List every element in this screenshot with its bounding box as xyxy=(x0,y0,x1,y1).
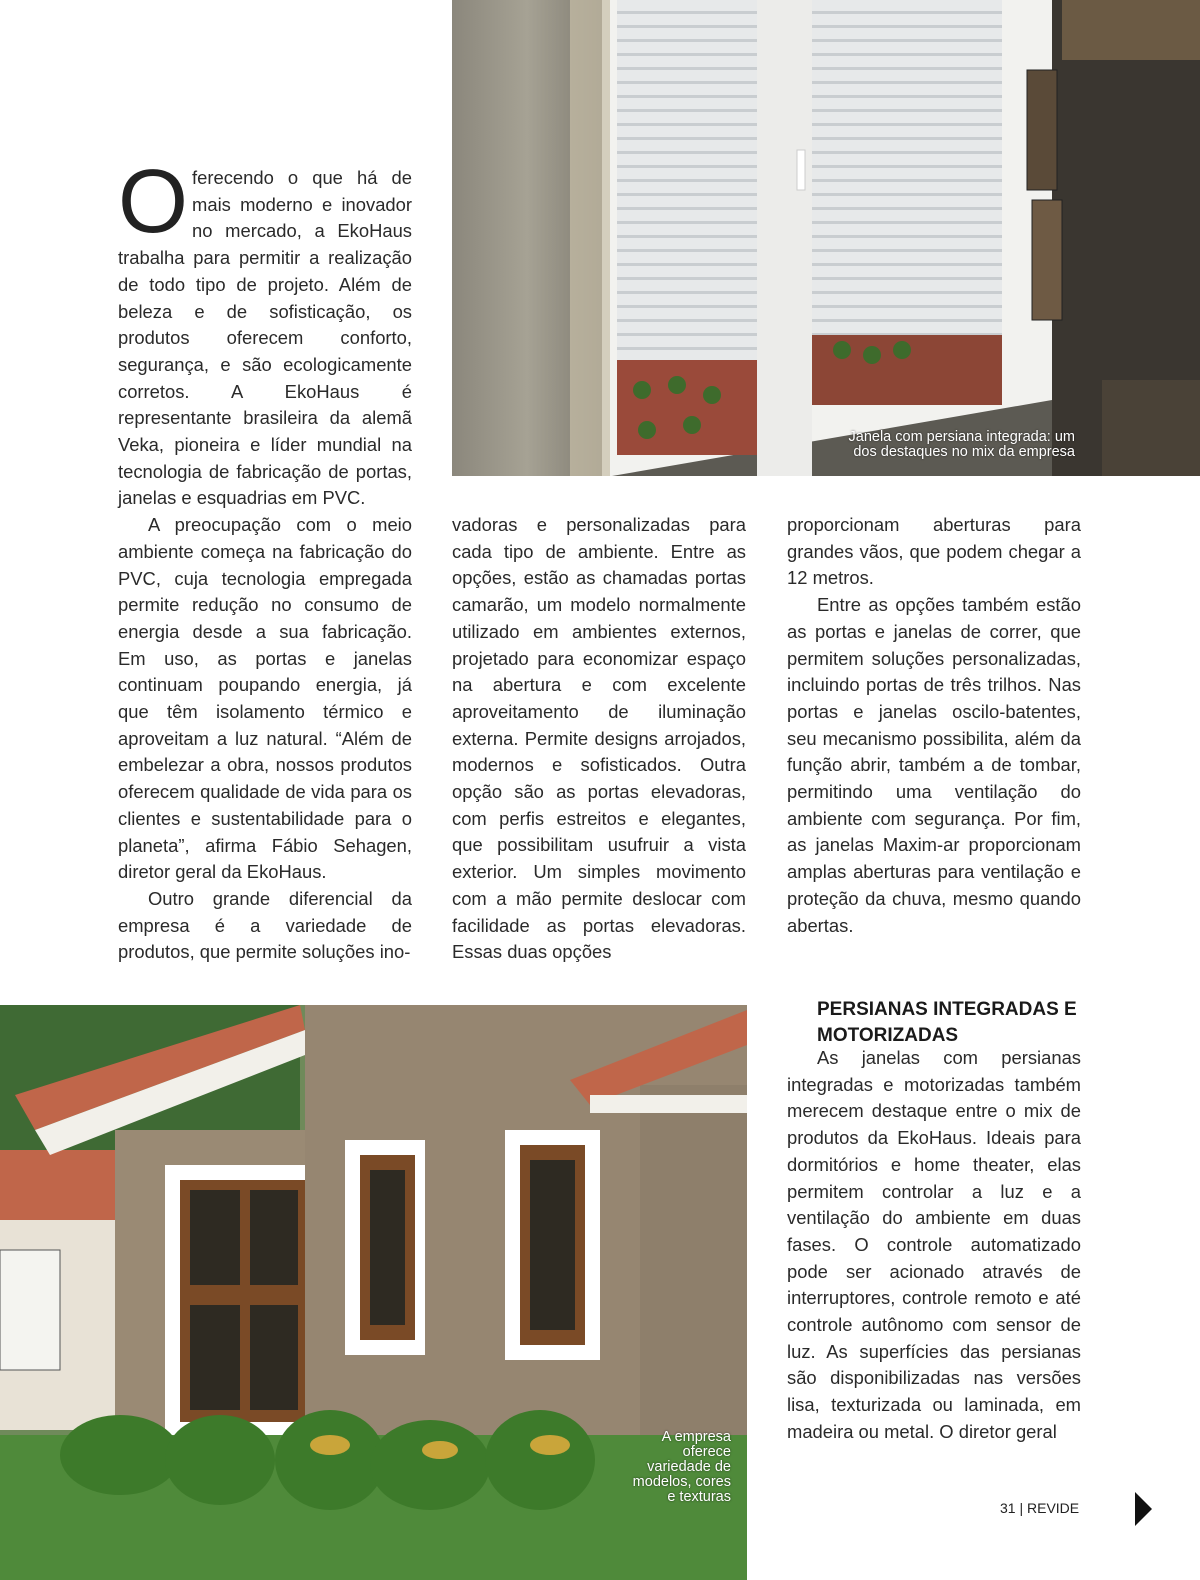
footer-separator: | xyxy=(1019,1500,1024,1516)
caption-line: A empresa xyxy=(661,1429,731,1445)
article-column-1 xyxy=(118,152,412,966)
top-photo-caption xyxy=(849,430,1076,460)
paragraph-text: ferecendo o que há de mais moderno e inovador no mercado, a EkoHaus trabalha para permitir a realização de todo tipo de projeto. Além de beleza e de sofisticação, os produtos oferecem conforto, segurança, e são ecologicamente corretos. A EkoHaus é representante brasileira da alemã Veka, pioneira e líder mundial na tecnologia de fabricação de portas, janelas e esquadrias em PVC. xyxy=(118,167,412,509)
paragraph: vadoras e personalizadas para cada tipo de ambiente. Entre as opções, estão as chamadas portas camarão, um modelo normalmente utilizado em ambientes externos, projetado para economizar espaço na abertura e com excelente aproveitamento de iluminação externa. Permite designs arrojados, modernos e sofisticados. Outra opção são as portas elevadoras, com perfis estreitos e elegantes, que possibilitam usufruir a vista exterior. Um simples movimento com a mão permite deslocar com facilidade as portas elevadoras. Essas duas opções xyxy=(452,514,746,963)
window-blinds-illustration xyxy=(452,0,1200,476)
bottom-photo-caption xyxy=(633,1430,731,1505)
caption-line: modelos, cores xyxy=(632,1474,731,1490)
dropcap: O xyxy=(118,152,189,252)
next-page-arrow-icon[interactable] xyxy=(1135,1492,1152,1526)
article-column-2 xyxy=(452,512,746,966)
caption-line: Janela com persiana integrada: um xyxy=(848,429,1075,445)
paragraph: Entre as opções também estão as portas e janelas de correr, que permitem soluções personalizadas, incluindo portas de três trilhos. Nas portas e janelas oscilo-batentes, seu mecanismo possibilita, além da função abrir, também a de tombar, permitindo uma ventilação do ambiente com segurança. Por fim, as janelas Maxim-ar proporcionam amplas aberturas para ventilação e proteção da chuva, mesmo quando abertas. xyxy=(787,594,1081,936)
paragraph: A preocupação com o meio ambiente começa na fabricação do PVC, cuja tecnologia empregada permite redução no consumo de energia desde a sua fabricação. Em uso, as portas e janelas continuam poupando energia, já que têm isolamento térmico e aproveitam a luz natural. “Além de embelezar a obra, nossos produtos oferecem qualidade de vida para os clientes e sustentabilidade para o planeta”, afirma Fábio Sehagen, diretor geral da EkoHaus. xyxy=(118,514,412,883)
page-footer xyxy=(1000,1500,1079,1516)
caption-line: oferece xyxy=(682,1444,731,1460)
page-number: 31 xyxy=(1000,1500,1016,1516)
paragraph: Outro grande diferencial da empresa é a variedade de produtos, que permite soluções ino- xyxy=(118,887,412,963)
window-blinds-photo xyxy=(452,0,1200,476)
paragraph: proporcionam aberturas para grandes vãos, que podem chegar a 12 metros. xyxy=(787,514,1081,589)
caption-line: variedade de xyxy=(647,1459,731,1475)
caption-line: dos destaques no mix da empresa xyxy=(853,444,1075,460)
magazine-name: REVIDE xyxy=(1027,1500,1080,1516)
section-heading: PERSIANAS INTEGRADAS E MOTORIZADAS xyxy=(817,999,1077,1046)
article-column-3 xyxy=(787,512,1081,939)
article-column-4 xyxy=(787,1045,1081,1446)
paragraph xyxy=(118,152,412,512)
house-exterior-photo xyxy=(0,1005,747,1580)
paragraph: As janelas com persianas integradas e motorizadas também merecem destaque entre o mix de produtos da EkoHaus. Ideais para dormitórios e home theater, elas permitem controlar a luz e a ventilação do ambiente em duas fases. O controle automatizado pode ser acionado através de interruptores, controle remoto e até controle autônomo com sensor de luz. As superfícies das persianas são disponibilizadas nas versões lisa, texturizada ou laminada, em madeira ou metal. O diretor geral xyxy=(787,1047,1081,1442)
caption-line: e texturas xyxy=(667,1489,731,1505)
